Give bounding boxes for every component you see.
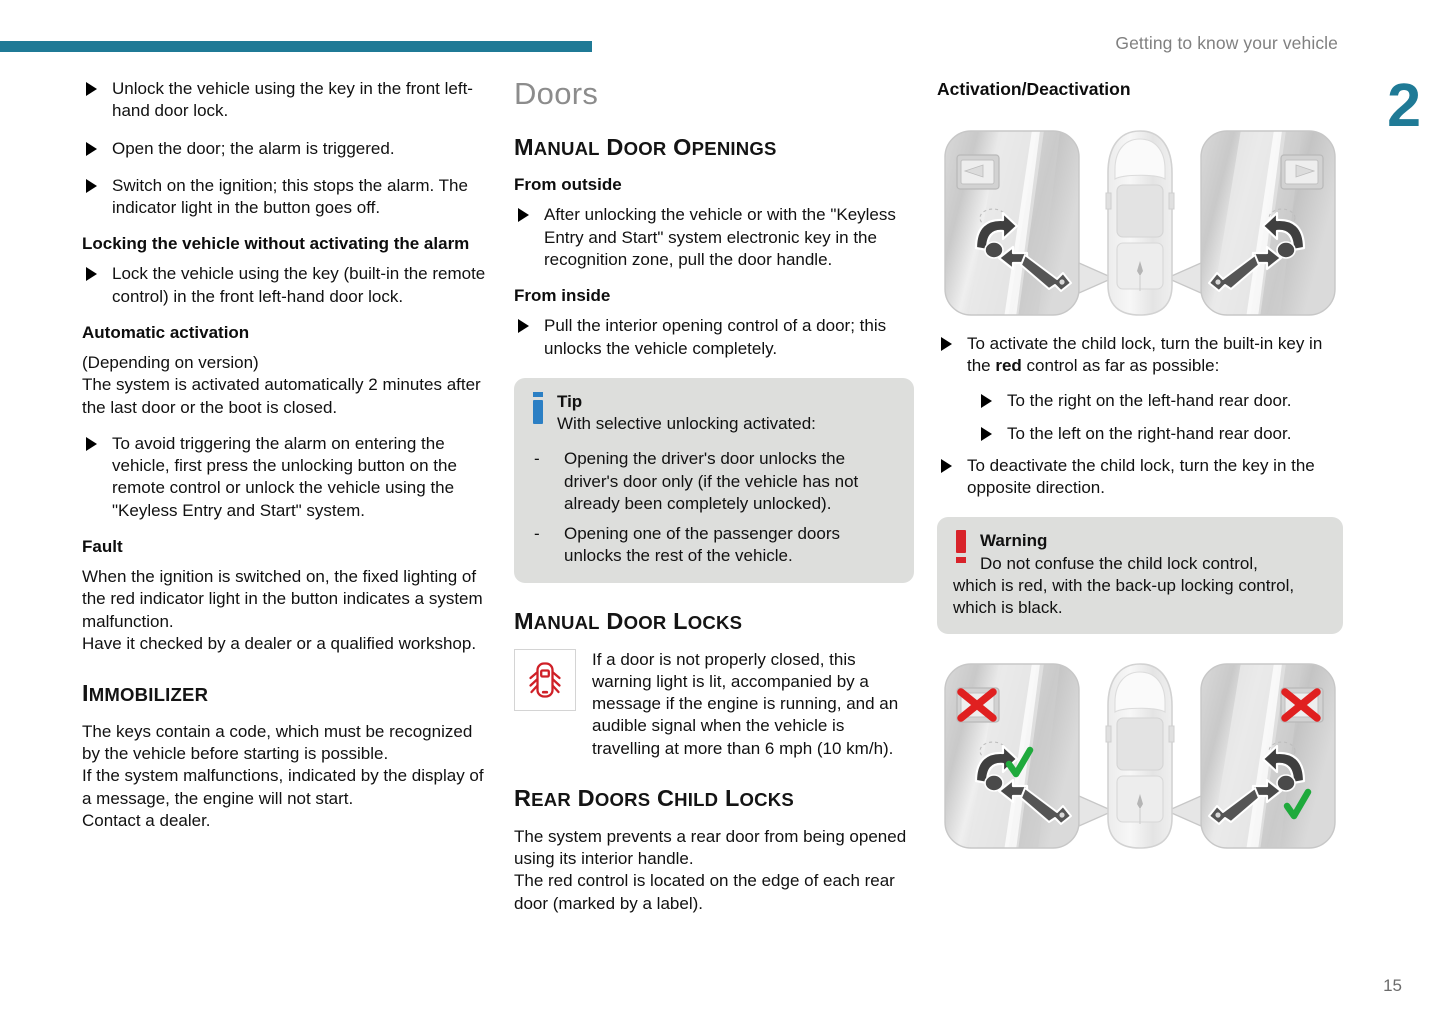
heading-manual-door-openings-label: MANUAL DOOR OPENINGS (514, 133, 777, 160)
fault-paragraph-2: Have it checked by a dealer or a qualified workshop. (82, 633, 477, 653)
middle-column (514, 78, 914, 915)
from-outside-list (514, 204, 914, 271)
rear-child-locks-paragraph-2: The red control is located on the edge of each rear door (marked by a label). (514, 871, 895, 913)
fault-paragraph-1: When the ignition is switched on, the fixed lighting of the red indicator light in the button indicates a system malfunction. (82, 567, 483, 631)
immobilizer-paragraph-1: The keys contain a code, which must be recognized by the vehicle before starting is possible. (82, 721, 473, 764)
list-item (530, 523, 898, 568)
triangle-bullet-icon (518, 208, 529, 222)
automatic-activation-list (82, 433, 486, 522)
list-item-label: Pull the interior opening control of a door; this unlocks the vehicle completely. (544, 316, 887, 358)
list-item-label: Unlock the vehicle using the key in the front left-hand door lock. (112, 79, 473, 121)
list-item-label: Switch on the ignition; this stops the alarm. The indicator light in the button goes off. (112, 175, 468, 218)
spacer (937, 325, 1343, 333)
triangle-bullet-icon (86, 82, 97, 96)
header-section-title: Getting to know your vehicle (1115, 33, 1338, 53)
dash-bullet-icon: - (534, 449, 540, 469)
heading-activation-deactivation: Activation/Deactivation (937, 79, 1131, 99)
alarm-steps-list (82, 78, 486, 219)
list-item (977, 423, 1343, 445)
locking-without-alarm-list (82, 263, 486, 308)
list-item-label: To deactivate the child lock, turn the key in the opposite direction. (967, 455, 1315, 498)
chapter-number: 2 (1387, 71, 1421, 139)
heading-from-outside: From outside (514, 175, 622, 195)
warning-callout-header (953, 530, 1327, 551)
child-lock-deactivate-list (937, 455, 1343, 500)
dash-bullet-icon: - (534, 524, 540, 544)
spacer (514, 760, 914, 782)
automatic-activation-paragraph: The system is activated automatically 2 minutes after the last door or the boot is closed. (82, 375, 481, 417)
list-item (530, 448, 898, 515)
list-item (937, 455, 1343, 500)
heading-manual-door-openings (514, 135, 914, 161)
list-item-label: Opening one of the passenger doors unlocks the rest of the vehicle. (564, 524, 840, 566)
tip-callout-list (530, 448, 898, 567)
child-lock-activation-diagram (937, 113, 1343, 325)
triangle-bullet-icon (86, 437, 97, 451)
triangle-bullet-icon (941, 459, 952, 473)
heading-automatic-activation: Automatic activation (82, 322, 250, 342)
list-item (937, 333, 1343, 378)
spacer (514, 583, 914, 605)
list-item-label: To the left on the right-hand rear door. (1007, 423, 1292, 443)
triangle-bullet-icon (86, 142, 97, 156)
heading-fault: Fault (82, 536, 123, 556)
immobilizer-paragraph-3: Contact a dealer. (82, 810, 211, 830)
list-item (514, 204, 914, 271)
left-column (82, 78, 486, 832)
list-item (82, 175, 486, 220)
tip-callout-lead: With selective unlocking activated: (557, 414, 816, 434)
from-inside-list (514, 315, 914, 360)
rear-child-locks-paragraph-1: The system prevents a rear door from being opened using its interior handle. (514, 826, 907, 869)
heading-rear-doors-child-locks (514, 786, 914, 812)
heading-immobilizer-label: IMMOBILIZER (82, 680, 209, 707)
door-ajar-warning-icon (514, 649, 576, 711)
triangle-bullet-icon (941, 337, 952, 351)
immobilizer-paragraph-2: If the system malfunctions, indicated by the display of a message, the engine will not start. (82, 766, 484, 808)
triangle-bullet-icon (981, 394, 992, 408)
child-lock-direction-list (977, 390, 1343, 445)
heading-from-inside: From inside (514, 286, 611, 306)
tip-callout (514, 378, 914, 583)
list-item-label: After unlocking the vehicle or with the "Keyless Entry and Start" system electronic key in the recognition zone, pull the door handle. (544, 205, 896, 270)
triangle-bullet-icon (981, 427, 992, 441)
warning-callout-body: which is red, with the back-up locking control, which is black. (953, 575, 1295, 618)
child-lock-activate-list (937, 333, 1343, 378)
door-ajar-telltale-row (514, 649, 914, 760)
warning-callout-label: Warning (980, 531, 1048, 551)
exclamation-icon (956, 530, 966, 564)
list-item (82, 78, 486, 123)
heading-immobilizer (82, 681, 486, 707)
door-ajar-telltale-text: If a door is not properly closed, this warning light is lit, accompanied by a message if the engine is running, and an audible signal when the vehicle is travelling at more than 6 mph (10 km/h). (592, 649, 899, 758)
triangle-bullet-icon (86, 179, 97, 193)
list-item (82, 138, 486, 160)
tip-callout-label: Tip (557, 391, 583, 411)
triangle-bullet-icon (86, 267, 97, 281)
heading-manual-door-locks (514, 609, 914, 635)
tip-callout-header (530, 391, 898, 412)
list-item-label: Open the door; the alarm is triggered. (112, 138, 395, 158)
list-item-label: To the right on the left-hand rear door. (1007, 391, 1292, 411)
list-item-label: Opening the driver's door unlocks the driver's door only (if the vehicle has not already been completely unlocked). (564, 449, 859, 513)
automatic-activation-note: (Depending on version) (82, 353, 259, 373)
warning-callout-lead: Do not confuse the child lock control, (980, 553, 1258, 573)
list-item-label: To activate the child lock, turn the built-in key in the red control as far as possible: (967, 333, 1323, 376)
triangle-bullet-icon (518, 319, 529, 333)
list-item (514, 315, 914, 360)
warning-callout (937, 517, 1343, 634)
spacer (82, 419, 486, 433)
list-item (82, 433, 486, 522)
emphasis-red: red (995, 356, 1022, 376)
info-icon (533, 392, 543, 424)
spacer (82, 655, 486, 677)
heading-rear-doors-child-locks-label: REAR DOORS CHILD LOCKS (514, 784, 794, 811)
list-item (82, 263, 486, 308)
page-title: Doors (514, 76, 599, 111)
child-lock-do-not-confuse-diagram (937, 646, 1343, 858)
header-accent-bar (0, 41, 592, 52)
heading-manual-door-locks-label: MANUAL DOOR LOCKS (514, 607, 743, 634)
page-number: 15 (1383, 976, 1402, 995)
list-item (977, 390, 1343, 412)
heading-locking-without-alarm: Locking the vehicle without activating the alarm (82, 234, 470, 254)
list-item-label: To avoid triggering the alarm on entering the vehicle, first press the unlocking button on the remote control or unlock the vehicle using the "Keyless Entry and Start" system. (112, 433, 457, 520)
list-item-label: Lock the vehicle using the key (built-in the remote control) in the front left-hand door lock. (112, 264, 486, 306)
right-column (937, 78, 1343, 858)
